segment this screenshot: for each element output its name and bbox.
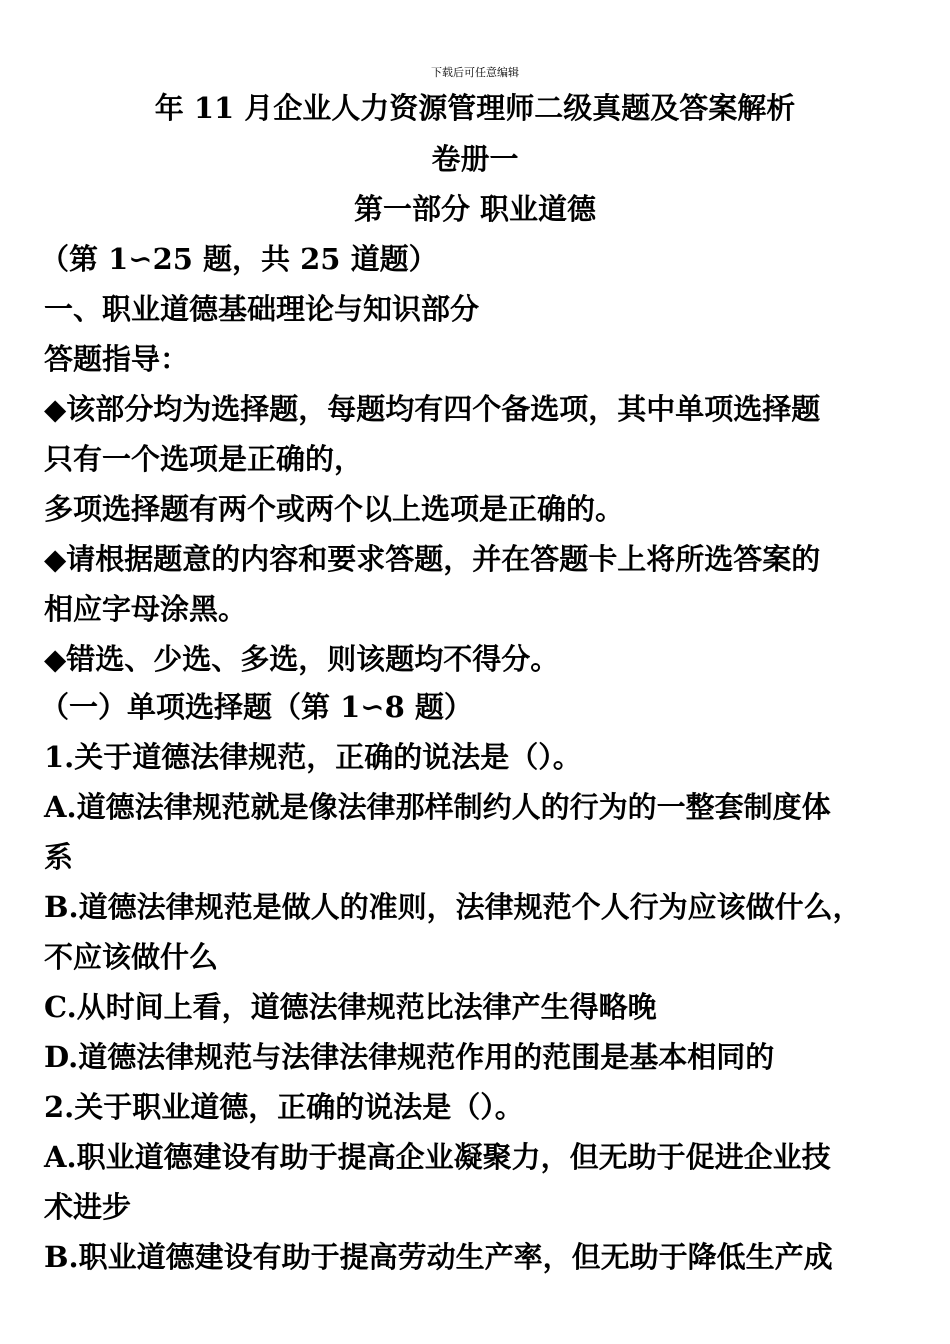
question-option: C.从时间上看，道德法律规范比法律产生得略晚 [44, 990, 657, 1024]
subsection-heading: （一）单项选择题（第 1∽8 题） [40, 690, 473, 724]
guide-line: ◆请根据题意的内容和要求答题，并在答题卡上将所选答案的 [44, 542, 821, 576]
question-option: B.道德法律规范是做人的准则，法律规范个人行为应该做什么， [44, 890, 862, 924]
question-range: （第 1∽25 题，共 25 道题） [40, 242, 438, 276]
question-option: 不应该做什么 [44, 940, 219, 974]
guide-line: 多项选择题有两个或两个以上选项是正确的。 [44, 492, 625, 526]
question-option: A.道德法律规范就是像法律那样制约人的行为的一整套制度体 [44, 790, 831, 824]
question-option: 术进步 [44, 1190, 132, 1224]
question-option: D.道德法律规范与法律法律规范作用的范围是基本相同的 [44, 1040, 775, 1074]
guide-line: 相应字母涂黑。 [44, 592, 248, 626]
section-heading: 一、职业道德基础理论与知识部分 [44, 292, 480, 326]
header-note: 下载后可任意编辑 [431, 66, 519, 79]
guide-heading: 答题指导： [44, 342, 190, 376]
guide-line: ◆错选、少选、多选，则该题均不得分。 [44, 642, 560, 676]
document-title: 年 11 月企业人力资源管理师二级真题及答案解析 [154, 91, 796, 125]
question-option: 系 [44, 840, 74, 874]
question-option: A.职业道德建设有助于提高企业凝聚力，但无助于促进企业技 [44, 1140, 831, 1174]
guide-line: ◆该部分均为选择题，每题均有四个备选项，其中单项选择题 [44, 392, 821, 426]
part-title: 第一部分 职业道德 [353, 192, 597, 226]
question-stem: 2.关于职业道德，正确的说法是（）。 [44, 1090, 524, 1124]
volume-title: 卷册一 [431, 142, 519, 176]
question-stem: 1.关于道德法律规范，正确的说法是（）。 [44, 740, 582, 774]
guide-line: 只有一个选项是正确的， [44, 442, 364, 476]
question-option: B.职业道德建设有助于提高劳动生产率，但无助于降低生产成 [44, 1240, 833, 1274]
